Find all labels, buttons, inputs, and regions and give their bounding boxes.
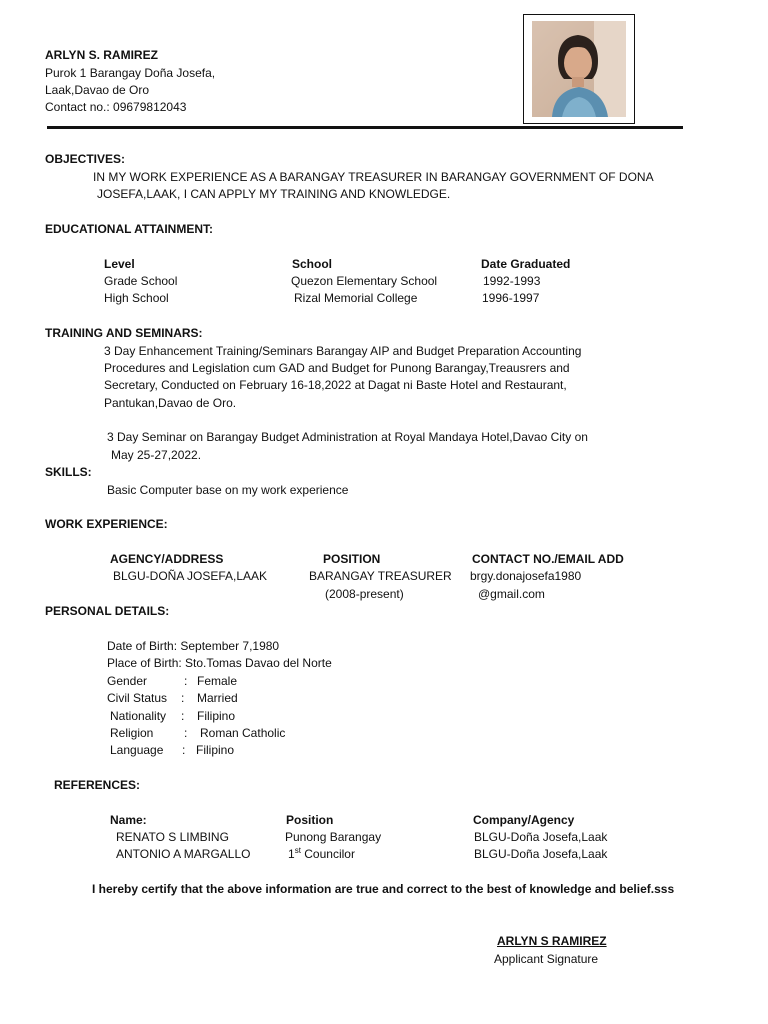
education-level: High School xyxy=(104,291,169,305)
education-col-date: Date Graduated xyxy=(481,257,571,271)
reference-company: BLGU-Doña Josefa,Laak xyxy=(474,847,608,861)
civil-status-colon: : xyxy=(181,691,185,705)
training-2-line-1: 3 Day Seminar on Barangay Budget Administration at Royal Mandaya Hotel,Davao City on xyxy=(107,430,588,444)
language-value: Filipino xyxy=(196,743,235,757)
certification-statement: I hereby certify that the above information are true and correct to the best of knowledge and belief.sss xyxy=(92,882,675,896)
religion-value: Roman Catholic xyxy=(200,726,286,740)
position-ordinal-suffix: st xyxy=(294,846,301,855)
education-school: Quezon Elementary School xyxy=(291,274,438,288)
nationality-label: Nationality xyxy=(110,709,167,723)
skills-item: Basic Computer base on my work experience xyxy=(107,483,349,497)
training-1-line-3: Secretary, Conducted on February 16-18,2022 at Dagat ni Baste Hotel and Restaurant, xyxy=(104,378,567,392)
education-col-school: School xyxy=(292,257,333,271)
education-heading: EDUCATIONAL ATTAINMENT: xyxy=(45,222,213,236)
position-title: Councilor xyxy=(300,847,355,861)
language-colon: : xyxy=(182,743,186,757)
work-col-agency: AGENCY/ADDRESS xyxy=(110,552,224,566)
nationality-colon: : xyxy=(181,709,185,723)
references-col-name: Name: xyxy=(110,813,147,827)
skills-heading: SKILLS: xyxy=(45,465,92,479)
address-line-2: Laak,Davao de Oro xyxy=(45,83,150,97)
contact-number: Contact no.: 09679812043 xyxy=(45,100,187,114)
gender-value: Female xyxy=(197,674,238,688)
work-agency: BLGU-DOÑA JOSEFA,LAAK xyxy=(113,569,268,583)
header-divider xyxy=(47,126,683,129)
photo-frame xyxy=(523,14,635,124)
applicant-photo xyxy=(532,21,626,117)
reference-name: ANTONIO A MARGALLO xyxy=(116,847,251,861)
work-heading: WORK EXPERIENCE: xyxy=(45,517,168,531)
work-col-contact: CONTACT NO./EMAIL ADD xyxy=(472,552,624,566)
work-email-line-1: brgy.donajosefa1980 xyxy=(470,569,582,583)
religion-label: Religion xyxy=(110,726,154,740)
reference-name: RENATO S LIMBING xyxy=(116,830,229,844)
gender-label: Gender xyxy=(107,674,148,688)
references-heading: REFERENCES: xyxy=(54,778,141,792)
work-period: (2008-present) xyxy=(325,587,404,601)
address-line-1: Purok 1 Barangay Doña Josefa, xyxy=(45,66,216,80)
language-label: Language xyxy=(110,743,164,757)
objectives-line-2: JOSEFA,LAAK, I CAN APPLY MY TRAINING AND KNOWLEDGE. xyxy=(97,187,451,201)
reference-company: BLGU-Doña Josefa,Laak xyxy=(474,830,608,844)
work-col-position: POSITION xyxy=(323,552,381,566)
work-position: BARANGAY TREASURER xyxy=(309,569,452,583)
position-ordinal: 1 xyxy=(288,847,295,861)
objectives-heading: OBJECTIVES: xyxy=(45,152,126,166)
religion-colon: : xyxy=(184,726,188,740)
work-email-line-2: @gmail.com xyxy=(478,587,545,601)
training-2-line-2: May 25-27,2022. xyxy=(111,448,202,462)
education-date: 1996-1997 xyxy=(482,291,540,305)
training-1-line-4: Pantukan,Davao de Oro. xyxy=(104,396,237,410)
references-col-position: Position xyxy=(286,813,334,827)
education-date: 1992-1993 xyxy=(483,274,541,288)
education-school: Rizal Memorial College xyxy=(294,291,418,305)
applicant-name: ARLYN S. RAMIREZ xyxy=(45,48,158,62)
civil-status-value: Married xyxy=(197,691,238,705)
reference-position xyxy=(288,847,355,862)
education-col-level: Level xyxy=(104,257,135,271)
nationality-value: Filipino xyxy=(197,709,236,723)
signature-label: Applicant Signature xyxy=(494,952,599,966)
signature-name: ARLYN S RAMIREZ xyxy=(497,934,607,948)
training-1-line-1: 3 Day Enhancement Training/Seminars Barangay AIP and Budget Preparation Accounting xyxy=(104,344,582,358)
training-heading: TRAINING AND SEMINARS: xyxy=(45,326,203,340)
references-col-company: Company/Agency xyxy=(473,813,575,827)
gender-colon: : xyxy=(184,674,188,688)
personal-heading: PERSONAL DETAILS: xyxy=(45,604,170,618)
reference-position: Punong Barangay xyxy=(285,830,382,844)
training-1-line-2: Procedures and Legislation cum GAD and Budget for Punong Barangay,Treausrers and xyxy=(104,361,570,375)
objectives-line-1: IN MY WORK EXPERIENCE AS A BARANGAY TREASURER IN BARANGAY GOVERNMENT OF DONA xyxy=(93,170,654,184)
place-of-birth: Place of Birth: Sto.Tomas Davao del Norte xyxy=(107,656,332,670)
civil-status-label: Civil Status xyxy=(107,691,168,705)
date-of-birth: Date of Birth: September 7,1980 xyxy=(107,639,280,653)
education-level: Grade School xyxy=(104,274,178,288)
